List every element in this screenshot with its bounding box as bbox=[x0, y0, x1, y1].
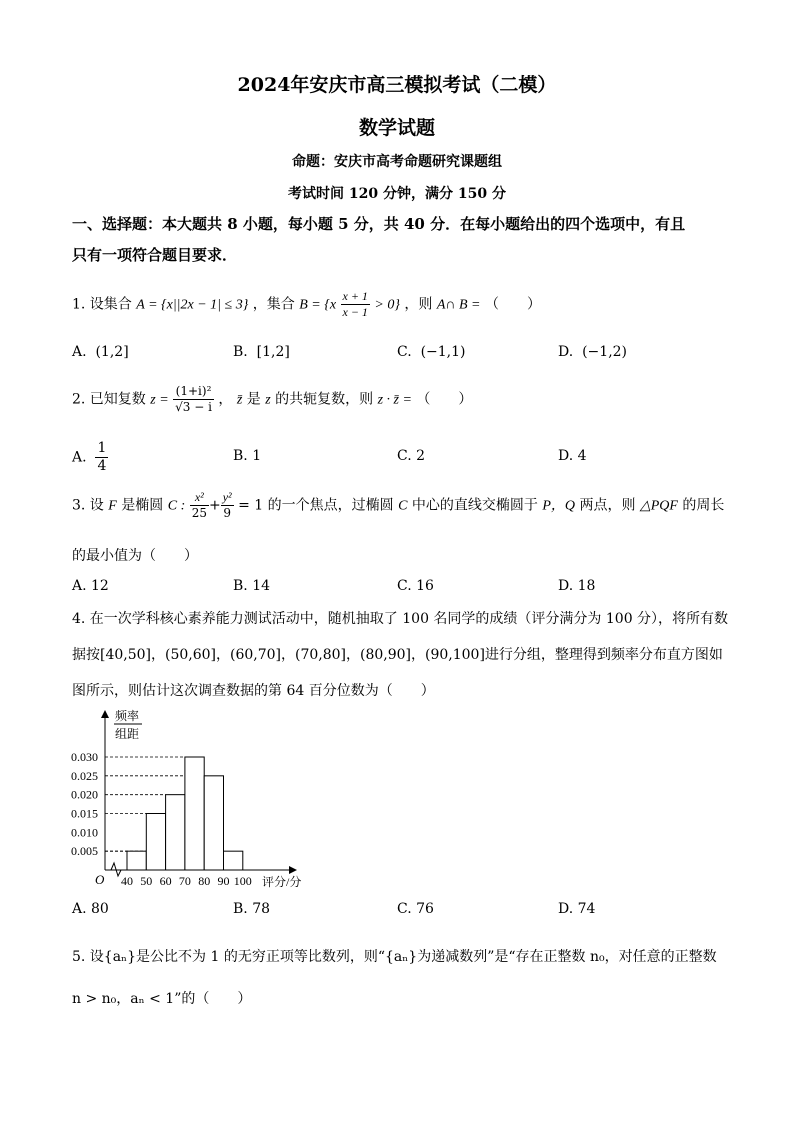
time-line: 考试时间 120 分钟，满分 150 分 bbox=[288, 186, 506, 202]
histogram-bar bbox=[204, 776, 223, 870]
page-title: 2024年安庆市高三模拟考试（二模） bbox=[237, 74, 557, 96]
x-tick-label: 50 bbox=[140, 874, 153, 888]
x-axis-label: 评分/分 bbox=[262, 875, 302, 889]
q2-option-b[interactable]: B. 1 bbox=[233, 448, 262, 464]
q4-option-b[interactable]: B. 78 bbox=[233, 901, 271, 917]
y-tick-label: 0.020 bbox=[71, 787, 98, 802]
histogram-bar bbox=[185, 757, 204, 870]
q2-option-d[interactable]: D. 4 bbox=[558, 448, 587, 464]
q2-option-a[interactable]: A. $\frac{1}{4}$ bbox=[72, 440, 107, 474]
q4-option-c[interactable]: C. 76 bbox=[397, 901, 434, 917]
x-tick-label: 40 bbox=[121, 874, 133, 888]
y-label-top: 频率 bbox=[115, 709, 140, 723]
q3-option-a[interactable]: A. 12 bbox=[72, 578, 109, 594]
x-tick-label: 60 bbox=[159, 874, 172, 888]
z-fraction: $\frac{\text{(1+i)²}}{√3 - i}$ bbox=[175, 384, 212, 414]
subject-title: 数学试题 bbox=[358, 117, 435, 139]
y-tick-label: 0.015 bbox=[71, 806, 98, 821]
q4-option-d[interactable]: D. 74 bbox=[558, 901, 596, 917]
question-4-line1: 4. 在一次学科核心素养能力测试活动中，随机抽取了 100 名同学的成绩（评分满分为 100 分），将所有数 bbox=[72, 611, 729, 627]
question-2: 2. 已知复数 z = $\frac{\text{(1+i)²}}{√3 - i}$ ， z̄ 是 z 的共轭复数，则 z · z̄ = （ ） bbox=[72, 384, 473, 414]
q1-option-d[interactable]: D. (−1,2) bbox=[558, 344, 628, 360]
set-a: A = {x||2x − 1| ≤ 3} bbox=[136, 297, 249, 313]
set-b-fraction: $\frac{x + 1}{x - 1}$ bbox=[342, 289, 368, 319]
question-5-line1: 5. 设{aₙ}是公比不为 1 的无穷正项等比数列，则“{aₙ}为递减数列”是“存在正整数 n₀，对任意的正整数 bbox=[72, 949, 717, 965]
x-tick-label: 100 bbox=[233, 874, 252, 888]
histogram-bar bbox=[146, 814, 165, 871]
question-4-line3: 图所示，则估计这次调查数据的第 64 百分位数为（ ） bbox=[72, 683, 435, 699]
q3-option-d[interactable]: D. 18 bbox=[558, 578, 596, 594]
q3-option-b[interactable]: B. 14 bbox=[233, 578, 271, 594]
x-tick-label: 80 bbox=[198, 874, 211, 888]
histogram-bar bbox=[166, 795, 185, 870]
y-tick-label: 0.030 bbox=[71, 750, 98, 764]
q1-option-b[interactable]: B. [1,2] bbox=[233, 344, 290, 360]
x-tick-label: 90 bbox=[217, 874, 230, 888]
x-tick-label: 70 bbox=[178, 874, 191, 888]
q3-option-c[interactable]: C. 16 bbox=[397, 578, 434, 594]
frequency-histogram bbox=[68, 705, 318, 895]
q4-option-a[interactable]: A. 80 bbox=[72, 901, 109, 917]
question-1: 1. 设集合 A = {x||2x − 1| ≤ 3} ，集合 B = {x $\frac{x + 1}{x - 1}$ > 0} ，则 A∩ B = （ ） bbox=[72, 289, 541, 319]
y-label-bottom: 组距 bbox=[115, 727, 140, 741]
histogram-bar bbox=[127, 851, 146, 870]
question-3: 3. 设 F 是椭圆 C : $\frac{\text{x²}}{25}$ + $\frac{\text{y²}}{9}$ = 1 的一个焦点，过椭圆 C 中心的直线交椭圆于 P，Q 两点，则 △PQF 的周长 bbox=[72, 490, 725, 520]
question-4-line2: 据按[40,50]，(50,60]，(60,70]，(70,80]，(80,90]，(90,100]进行分组，整理得到频率分布直方图如 bbox=[72, 647, 723, 663]
y-tick-label: 0.025 bbox=[71, 768, 98, 783]
y-tick-label: 0.010 bbox=[71, 825, 98, 840]
question-5-line2: n > n₀，aₙ < 1”的（ ） bbox=[72, 991, 252, 1007]
q1-option-a[interactable]: A. (1,2] bbox=[72, 344, 129, 360]
y-tick-label: 0.005 bbox=[71, 844, 98, 859]
histogram-bar bbox=[224, 851, 243, 870]
origin-label: O bbox=[95, 872, 105, 887]
q1-option-c[interactable]: C. (−1,1) bbox=[397, 344, 466, 360]
section-heading-line1: 一、选择题：本大题共 8 小题，每小题 5 分，共 40 分．在每小题给出的四个选项中，有且 bbox=[72, 215, 686, 233]
question-3-line2: 的最小值为（ ） bbox=[72, 548, 198, 564]
q2-option-c[interactable]: C. 2 bbox=[397, 448, 426, 464]
author-line: 命题：安庆市高考命题研究课题组 bbox=[292, 154, 502, 170]
section-heading-line2: 只有一项符合题目要求． bbox=[72, 246, 238, 264]
